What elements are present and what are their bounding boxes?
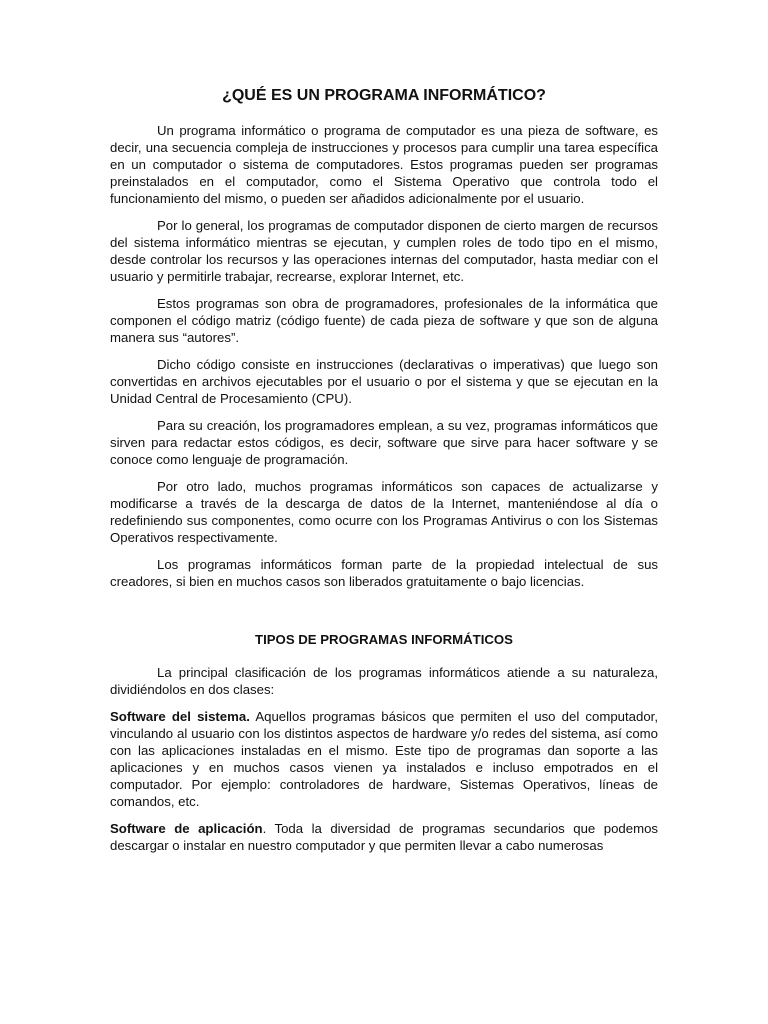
- paragraph-2: Por lo general, los programas de computador disponen de cierto margen de recursos del sistema informático mientras se ejecutan, y cumplen roles de todo tipo en el mismo, desde controlar los recursos y las operaciones internas del computador, hasta mediar con el usuario y permitirle trabajar, recrearse, explorar Internet, etc.: [110, 218, 658, 284]
- section-intro: La principal clasificación de los programas informáticos atiende a su naturaleza, dividiéndolos en dos clases:: [110, 665, 658, 697]
- paragraph-5: Para su creación, los programadores emplean, a su vez, programas informáticos que sirven para redactar estos códigos, es decir, software que sirve para hacer software y se conoce como lenguaje de programación.: [110, 418, 658, 467]
- paragraph-1: Un programa informático o programa de computador es una pieza de software, es decir, una secuencia compleja de instrucciones y procesos para cumplir una tarea específica en un computador o sistema de computadores. Estos programas pueden ser programas preinstalados en el computador, como el Sistema Operativo que controla todo el funcionamiento del mismo, o pueden ser añadidos adicionalmente por el usuario.: [110, 123, 658, 206]
- section-title: TIPOS DE PROGRAMAS INFORMÁTICOS: [255, 632, 513, 647]
- paragraph-4: Dicho código consiste en instrucciones (declarativas o imperativas) que luego son convertidas en archivos ejecutables por el usuario o por el sistema y que se ejecutan en la Unidad Central de Procesamiento (CPU).: [110, 357, 658, 406]
- document-title: ¿QUÉ ES UN PROGRAMA INFORMÁTICO?: [222, 87, 546, 104]
- type-description: . Toda la diversidad de programas secundarios que podemos descargar o instalar en nuestro computador y que permiten llevar a cabo numerosas: [110, 821, 658, 853]
- paragraph-6: Por otro lado, muchos programas informáticos son capaces de actualizarse y modificarse a través de la descarga de datos de la Internet, manteniéndose al día o redefiniendo sus componentes, como ocurre con los Programas Antivirus o con los Sistemas Operativos respectivamente.: [110, 479, 658, 545]
- type-term: Software del sistema.: [110, 709, 250, 724]
- paragraph-3: Estos programas son obra de programadores, profesionales de la informática que componen el código matriz (código fuente) de cada pieza de software y que son de alguna manera sus “autores”.: [110, 296, 658, 345]
- type-system-software: [110, 708, 658, 810]
- type-term: Software de aplicación: [110, 821, 263, 836]
- paragraph-7: Los programas informáticos forman parte de la propiedad intelectual de sus creadores, si bien en muchos casos son liberados gratuitamente o bajo licencias.: [110, 557, 658, 589]
- document-page: [110, 86, 658, 864]
- type-description: Aquellos programas básicos que permiten el uso del computador, vinculando al usuario con los distintos aspectos de hardware y/o redes del sistema, así como con las aplicaciones instaladas en el mismo. Este tipo de programas dan soporte a las aplicaciones y en muchos casos vienen ya instalados e incluso empotrados en el computador. Por ejemplo: controladores de hardware, Sistemas Operativos, líneas de comandos, etc.: [110, 709, 659, 809]
- type-application-software: [110, 820, 658, 854]
